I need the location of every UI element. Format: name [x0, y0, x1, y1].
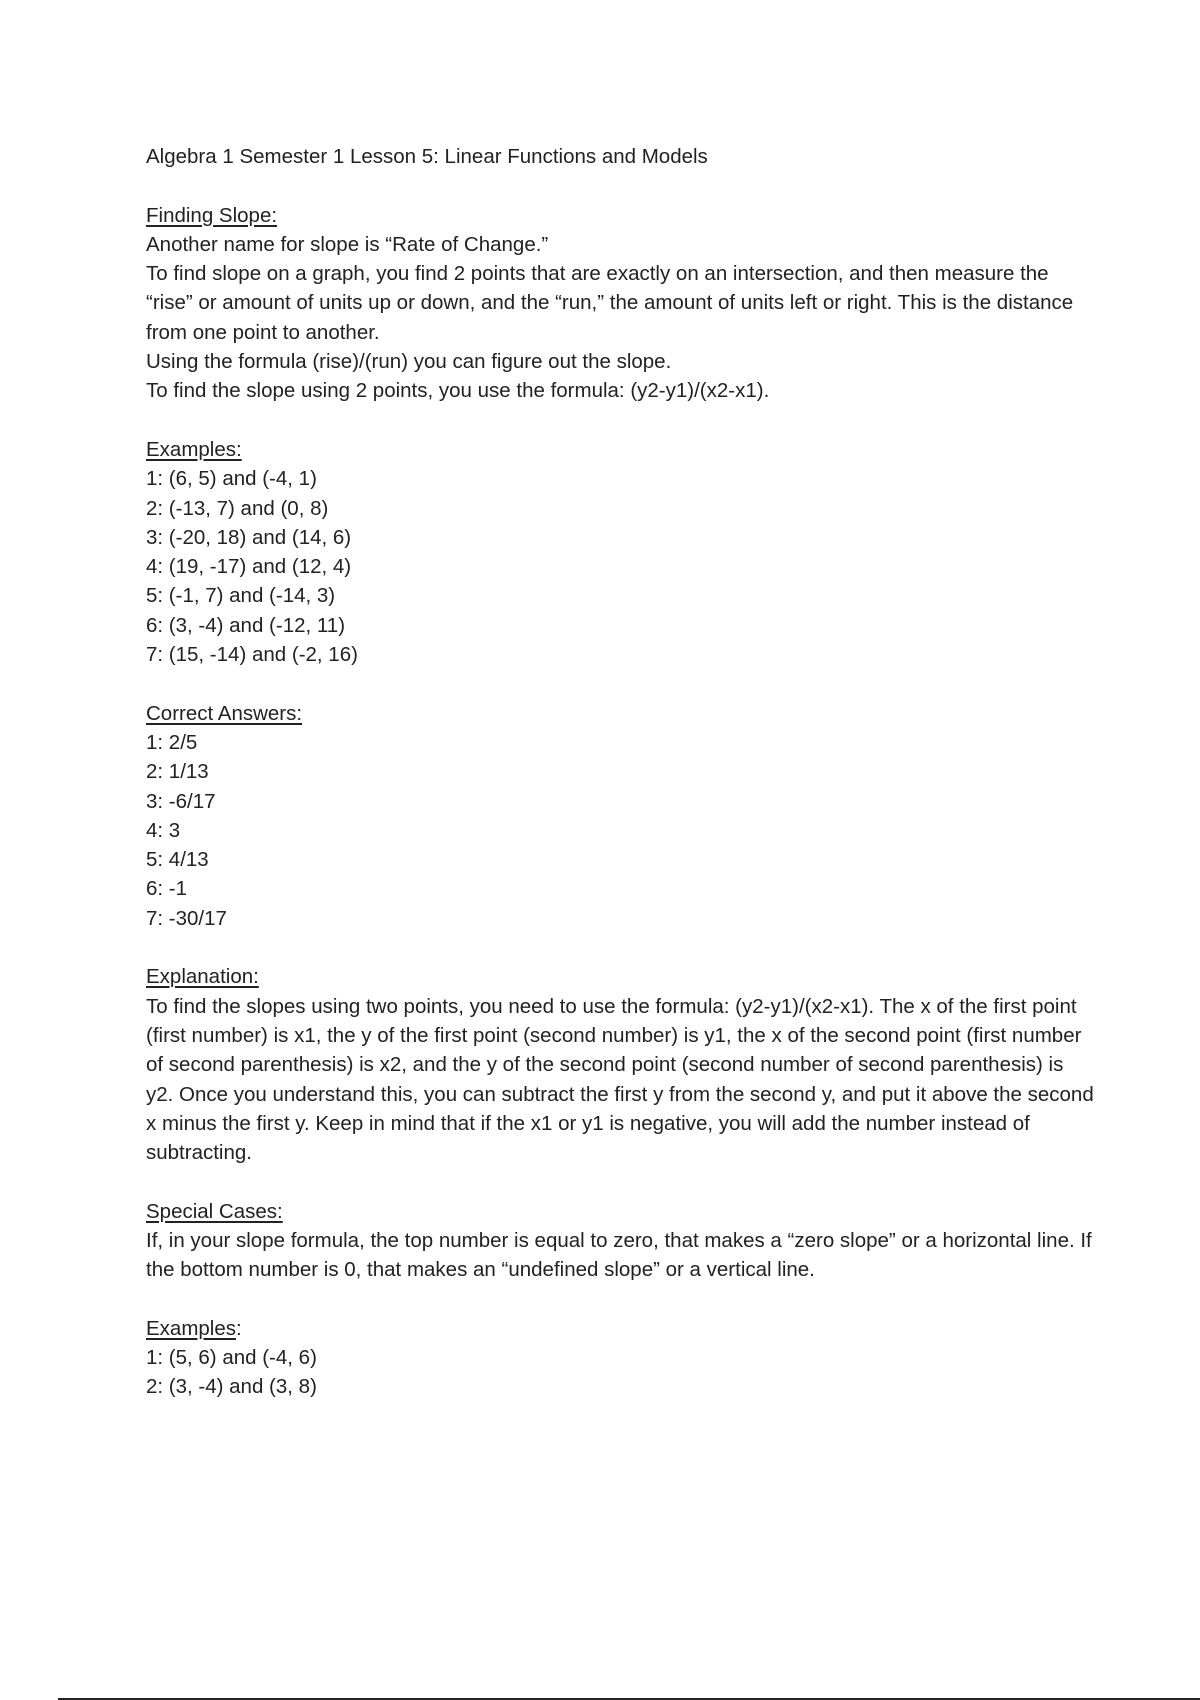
special-example-item: 1: (5, 6) and (-4, 6): [146, 1346, 317, 1370]
finding-slope-paragraph: Using the formula (rise)/(run) you can figure out the slope.: [146, 350, 672, 374]
special-examples-heading-colon: :: [236, 1316, 242, 1340]
answer-item: 3: -6/17: [146, 789, 216, 813]
finding-slope-paragraph: Another name for slope is “Rate of Change.”: [146, 232, 549, 256]
correct-answers-list: [146, 728, 1096, 933]
example-item: 7: (15, -14) and (-2, 16): [146, 643, 358, 667]
finding-slope-paragraph: To find slope on a graph, you find 2 points that are exactly on an intersection, and then measure the “rise” or amount of units up or down, and the “run,” the amount of units left or right. This is the distance from one point to another.: [146, 262, 1074, 344]
example-item: 4: (19, -17) and (12, 4): [146, 555, 352, 579]
answer-item: 7: -30/17: [146, 906, 227, 930]
finding-slope-heading: Finding Slope:: [146, 203, 278, 227]
special-examples-list: [146, 1343, 1096, 1402]
explanation-text: To find the slopes using two points, you need to use the formula: (y2-y1)/(x2-x1). The x of the first point (first number) is x1, the y of the first point (second number) is y1, the x of the second point (first number of second parenthesis) is x2, and the y of the second point (second number of second parenthesis) is y2. Once you understand this, you can subtract the first y from the second y, and put it above the second x minus the first y. Keep in mind that if the x1 or y1 is negative, you will add the number instead of subtracting.: [146, 994, 1094, 1165]
special-examples-heading-label: Examples: [146, 1316, 237, 1340]
answer-item: 4: 3: [146, 818, 181, 842]
answer-item: 2: 1/13: [146, 760, 209, 784]
explanation-heading: Explanation:: [146, 965, 259, 989]
explanation-section: [146, 962, 1096, 1167]
example-item: 1: (6, 5) and (-4, 1): [146, 467, 317, 491]
example-item: 6: (3, -4) and (-12, 11): [146, 613, 346, 637]
document-title: Algebra 1 Semester 1 Lesson 5: Linear Functions and Models: [146, 145, 708, 168]
answer-item: 1: 2/5: [146, 730, 198, 754]
special-cases-heading: Special Cases:: [146, 1199, 283, 1223]
example-item: 2: (-13, 7) and (0, 8): [146, 496, 329, 520]
special-examples-heading: [146, 1314, 1096, 1343]
special-cases-text: If, in your slope formula, the top number is equal to zero, that makes a “zero slope” or a horizontal line. If the bottom number is 0, that makes an “undefined slope” or a vertical line.: [146, 1228, 1092, 1282]
special-cases-section: [146, 1197, 1096, 1285]
correct-answers-section: [146, 699, 1096, 933]
finding-slope-paragraph: To find the slope using 2 points, you use the formula: (y2-y1)/(x2-x1).: [146, 379, 770, 403]
finding-slope-section: [146, 201, 1096, 406]
examples-heading: Examples:: [146, 437, 242, 461]
example-item: 3: (-20, 18) and (14, 6): [146, 525, 352, 549]
answer-item: 6: -1: [146, 877, 188, 901]
example-item: 5: (-1, 7) and (-14, 3): [146, 584, 336, 608]
examples-section: [146, 435, 1096, 669]
examples-list: [146, 464, 1096, 669]
special-example-item: 2: (3, -4) and (3, 8): [146, 1375, 317, 1399]
document-page: [146, 142, 1096, 1431]
correct-answers-heading: Correct Answers:: [146, 701, 303, 725]
special-examples-section: [146, 1314, 1096, 1402]
answer-item: 5: 4/13: [146, 848, 209, 872]
